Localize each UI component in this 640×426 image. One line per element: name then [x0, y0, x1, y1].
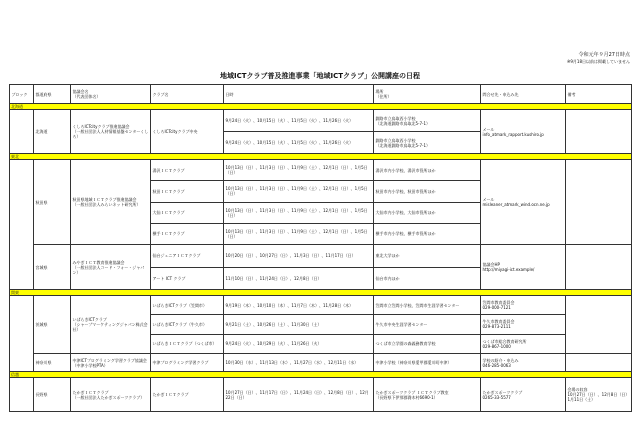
council-cell: くしろICTcityクラブ推進協議会 （一般社団法人人材情報基盤センターくしろ）	[71, 110, 151, 154]
date-cell: 10月27日（日）、11月17日（日）、11月24日（日）、12月8日（日）、12月22日（日）	[224, 378, 374, 412]
club-cell: 大仙ＩＣＴクラブ	[151, 202, 223, 223]
region-label: 北海道	[10, 104, 632, 110]
date-cell: 10月20日（日）、10月27日（日）、11月3日（日）、11月17日（日）	[225, 253, 356, 259]
prefecture-cell: 宮城県	[34, 245, 71, 290]
place-cell: 横手市内小学校、横手市役所ほか	[374, 223, 480, 244]
page-title: 地域ICTクラブ普及推進事業「地域ICTクラブ」公開講座の日程	[219, 72, 421, 80]
date-cell: 9月21日（土）、10月26日（土）、11月30日（土）	[224, 314, 373, 333]
col-datetime: 日時	[224, 85, 374, 104]
remark-cell: 会場の収容 10月27日（日）、12月8日（日） 1月11日（土）	[566, 378, 632, 412]
council-cell: みやぎＩＣＴ教育推進協議会 （一般社団法人コード・フォー・ジャパン）	[71, 245, 151, 290]
council-cell: 秋田県地域ＩＣＴクラブ推進協議会 （一般社団法人みらいネット研究所）	[71, 160, 151, 245]
council-cell: 中津ICTプログラミング学習クラブ協議会 （中津小学校PTA）	[71, 354, 151, 372]
table-row	[10, 110, 632, 154]
council-cell: たかぎＩＣＴクラブ （一般社団法人たかぎスポーツクラブ）	[71, 378, 151, 412]
date-cell: 9月24日（火）、10月29日（火）、11月26日（火）	[224, 334, 373, 353]
place-cell: 牛久市中央生涯学習センター	[374, 314, 480, 333]
col-place: 場所 （住所）	[374, 85, 481, 104]
place-cell: 大仙市内小学校、大仙市役所ほか	[374, 202, 480, 223]
prefecture-cell: 北海道	[34, 110, 71, 154]
place-cell: 仙台市内ほか	[374, 267, 480, 290]
contact-cell: メール misleaner_atmark_wind.ocn.ne.jp	[481, 160, 566, 245]
place-cell: たかぎスポーツクラブ ＩＣＴクラブ教室 （長野県下伊那郡喬木村6690-1）	[374, 378, 481, 412]
contact-cell: 牛久市教育委員会 029-873-2111	[481, 314, 565, 333]
club-cell: いばらきＩＣＴクラブ（つくば市）	[151, 334, 223, 353]
place-cell: 釧路市立鳥取西小学校 （北海道釧路市鳥取北5-7-1）	[374, 131, 480, 153]
report-date: 令和元年９月27日時点	[578, 52, 630, 58]
col-council: 協議会名 （代表団体名）	[71, 85, 151, 104]
club-cell: 仙台ジュニアＩＣＴクラブ	[152, 253, 201, 259]
table-row	[10, 160, 632, 245]
club-cell: たかぎＩＣＴクラブ	[151, 378, 224, 412]
club-cell: 中津プログラミング学習クラブ	[151, 354, 224, 372]
date-cell: 11月10日（日）、11月24日（日）、12月8日（日）	[224, 267, 373, 290]
date-cell: 9月24日（火）、10月15日（火）、11月5日（火）、11月26日（火）	[224, 131, 373, 153]
contact-cell: たかぎスポーツクラブ 0265-33-5577	[481, 378, 566, 412]
schedule-table	[9, 84, 632, 412]
header-row	[10, 85, 632, 104]
place-cell: 秋田市内小学校、秋田市役所ほか	[374, 180, 480, 201]
prefecture-cell: 秋田県	[34, 160, 71, 245]
club-cell: くしろICTcityクラブ中央	[151, 110, 224, 154]
date-cell: 9月24日（火）、10月15日（火）、11月5日（火）、11月26日（火）	[225, 118, 354, 123]
place-cell: 東北大学ほか	[375, 253, 400, 259]
date-cell: 9月19日（木）、10月10日（木）、11月7日（木）、11月28日（木）	[225, 302, 354, 308]
club-cell: アート ICT クラブ	[151, 267, 223, 290]
report-note: ※9月18日以前は掲載していません	[567, 59, 630, 64]
contact-cell: つくば市総合教育研究所 029-867-1000	[481, 334, 565, 353]
club-cell: いばらきICTクラブ（笠間市）	[152, 302, 207, 308]
date-cell: 10月30日（水）、11月13日（水）、11月27日（水）、12月11日（水）	[224, 354, 374, 372]
contact-cell: メール info_atmark_rapport.kushiro.jp	[481, 110, 566, 154]
place-cell: 笠間市立笠間小学校、笠間市生涯学習センター	[375, 302, 460, 308]
place-cell: つくば市立学園の森義務教育学校	[374, 334, 480, 353]
table-row	[10, 378, 632, 412]
table-row	[10, 296, 632, 354]
council-cell: いばらきICTクラブ （シャープマーケティングジャパン株式会社）	[71, 296, 151, 354]
table-row	[10, 245, 632, 290]
contact-cell: 学校の紹介・申込み 046-285-0063	[481, 354, 566, 372]
date-cell: 10月13日（日）、11月3日（日）、11月9日（土）、12月1日（日）、1月5日（日）	[224, 223, 373, 244]
club-cell: いばらきICTクラブ（牛久市）	[151, 314, 223, 333]
prefecture-cell: 長野県	[34, 378, 71, 412]
club-cell: 湯沢ＩＣＴクラブ	[152, 167, 185, 173]
place-cell: 釧路市立鳥取西小学校 （北海道釧路市鳥取北5-7-1）	[375, 115, 431, 126]
contact-cell: 笠間市教育委員会 029-000-7121	[482, 300, 515, 311]
date-cell: 10月13日（日）、11月3日（日）、11月9日（土）、12月1日（日）、1月5日（日）	[224, 202, 373, 223]
col-remark: 備考	[566, 85, 632, 104]
club-cell: 秋田ＩＣＴクラブ	[151, 180, 223, 201]
date-cell: 10月13日（日）、11月3日（日）、11月9日（土）、12月1日（日）、1月5日（日）	[225, 165, 368, 176]
col-prefecture: 都道府県	[34, 85, 71, 104]
prefecture-cell: 茨城県	[34, 296, 71, 354]
region-label: 信越	[10, 372, 632, 378]
place-cell: 湯沢市内小学校、湯沢市役所ほか	[375, 167, 436, 173]
region-label: 東北	[10, 154, 632, 160]
region-label: 関東	[10, 290, 632, 296]
date-cell: 10月13日（日）、11月3日（日）、11月9日（土）、12月1日（日）、1月5日（日）	[224, 180, 373, 201]
contact-cell: 協議会HP http://miyagi-ict.example/	[481, 245, 566, 290]
prefecture-cell: 神奈川県	[34, 354, 71, 372]
col-club: クラブ名	[151, 85, 224, 104]
place-cell: 中津小学校（神奈川県愛甲郡愛川町中津）	[374, 354, 481, 372]
col-contact: 問合せ先・申込み先	[481, 85, 566, 104]
table-row	[10, 354, 632, 372]
club-cell: 横手ＩＣＴクラブ	[151, 223, 223, 244]
col-block: ブロック	[10, 85, 34, 104]
